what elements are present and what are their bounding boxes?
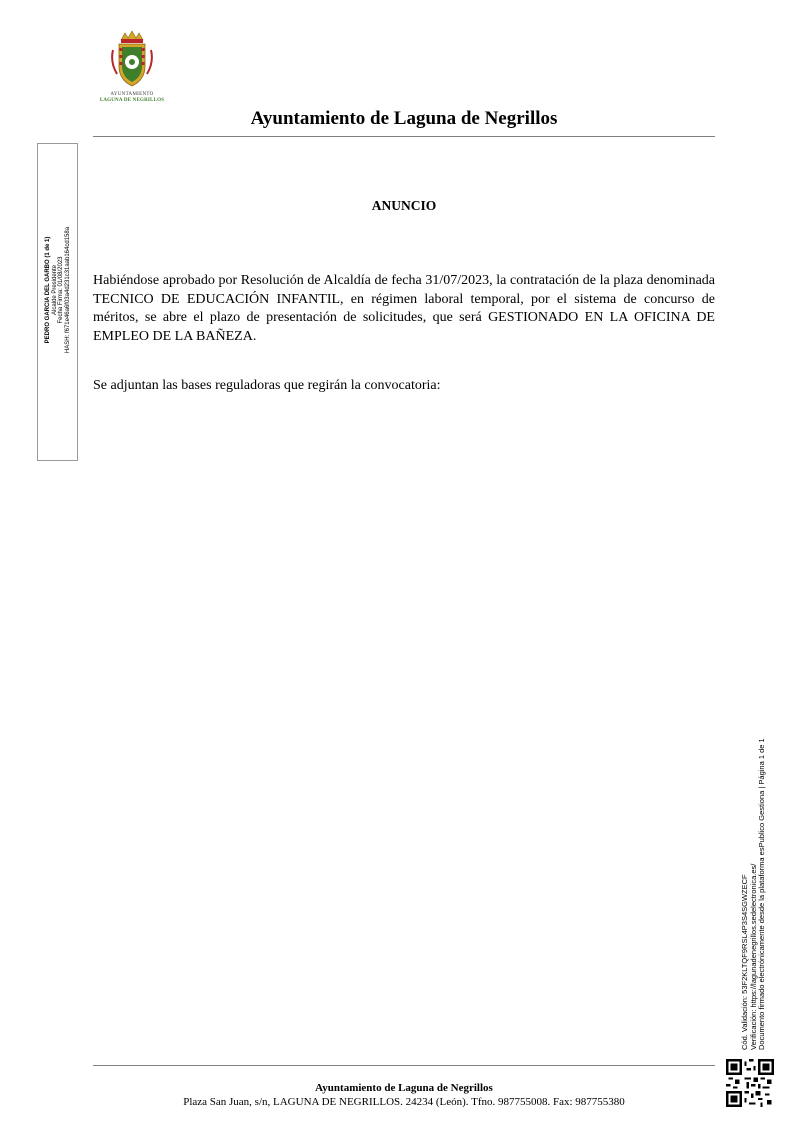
footer-divider (93, 1065, 715, 1066)
signature-box (37, 143, 78, 461)
qr-code-icon[interactable] (726, 1059, 774, 1107)
signature-date: Fecha Firma: 01/08/2023 (58, 256, 64, 324)
signature-text (45, 132, 69, 448)
signature-hash: HASH: f671e46a6f03a4d231c31aab164cd158a (64, 226, 71, 354)
attachment-note: Se adjuntan las bases reguladoras que regirán la convocatoria: (93, 378, 441, 393)
logo-caption: AYUNTAMIENTO (110, 92, 154, 97)
signer-role: Alcalde Presidente (51, 264, 58, 316)
logo-town-name: LAGUNA DE NEGRILLOS (99, 98, 165, 103)
page-header-title: Ayuntamiento de Laguna de Negrillos (250, 108, 558, 129)
verification-block (741, 710, 771, 1050)
footer-organization: Ayuntamiento de Laguna de Negrillos (315, 1082, 493, 1094)
municipal-logo (93, 30, 171, 106)
validation-code: Cód. Validación: 53F2KLTQF9RSL4P3S4SGWZECF (740, 874, 749, 1050)
footer-address: Plaza San Juan, s/n, LAGUNA DE NEGRILLOS. 24234 (León). Tfno. 987755008. Fax: 987755380 (183, 1096, 625, 1108)
document-title: ANUNCIO (371, 198, 437, 213)
signer-name: PEDRO GARCIA DEL GARBO (1 de 1) (45, 236, 51, 344)
header-divider (93, 136, 715, 137)
coat-of-arms-icon (109, 30, 155, 90)
verification-url[interactable]: Verificación: https://lagunadenegrillos.sedelectronica.es/ (748, 863, 758, 1050)
signature-platform-note: Documento firmado electrónicamente desde la plataforma esPublico Gestiona | Página 1 de 1 (757, 738, 766, 1050)
announcement-paragraph: Habiéndose aprobado por Resolución de Alcaldía de fecha 31/07/2023, la contratación de la plaza denominada TECNICO DE EDUCACIÓN INFANTIL, en régimen laboral temporal, por el sistema de concurso de méritos, se abre el plazo de presentación de solicitudes, que será GESTIONADO EN LA OFICINA DE EMPLEO DE LA BAÑEZA. (93, 273, 715, 344)
